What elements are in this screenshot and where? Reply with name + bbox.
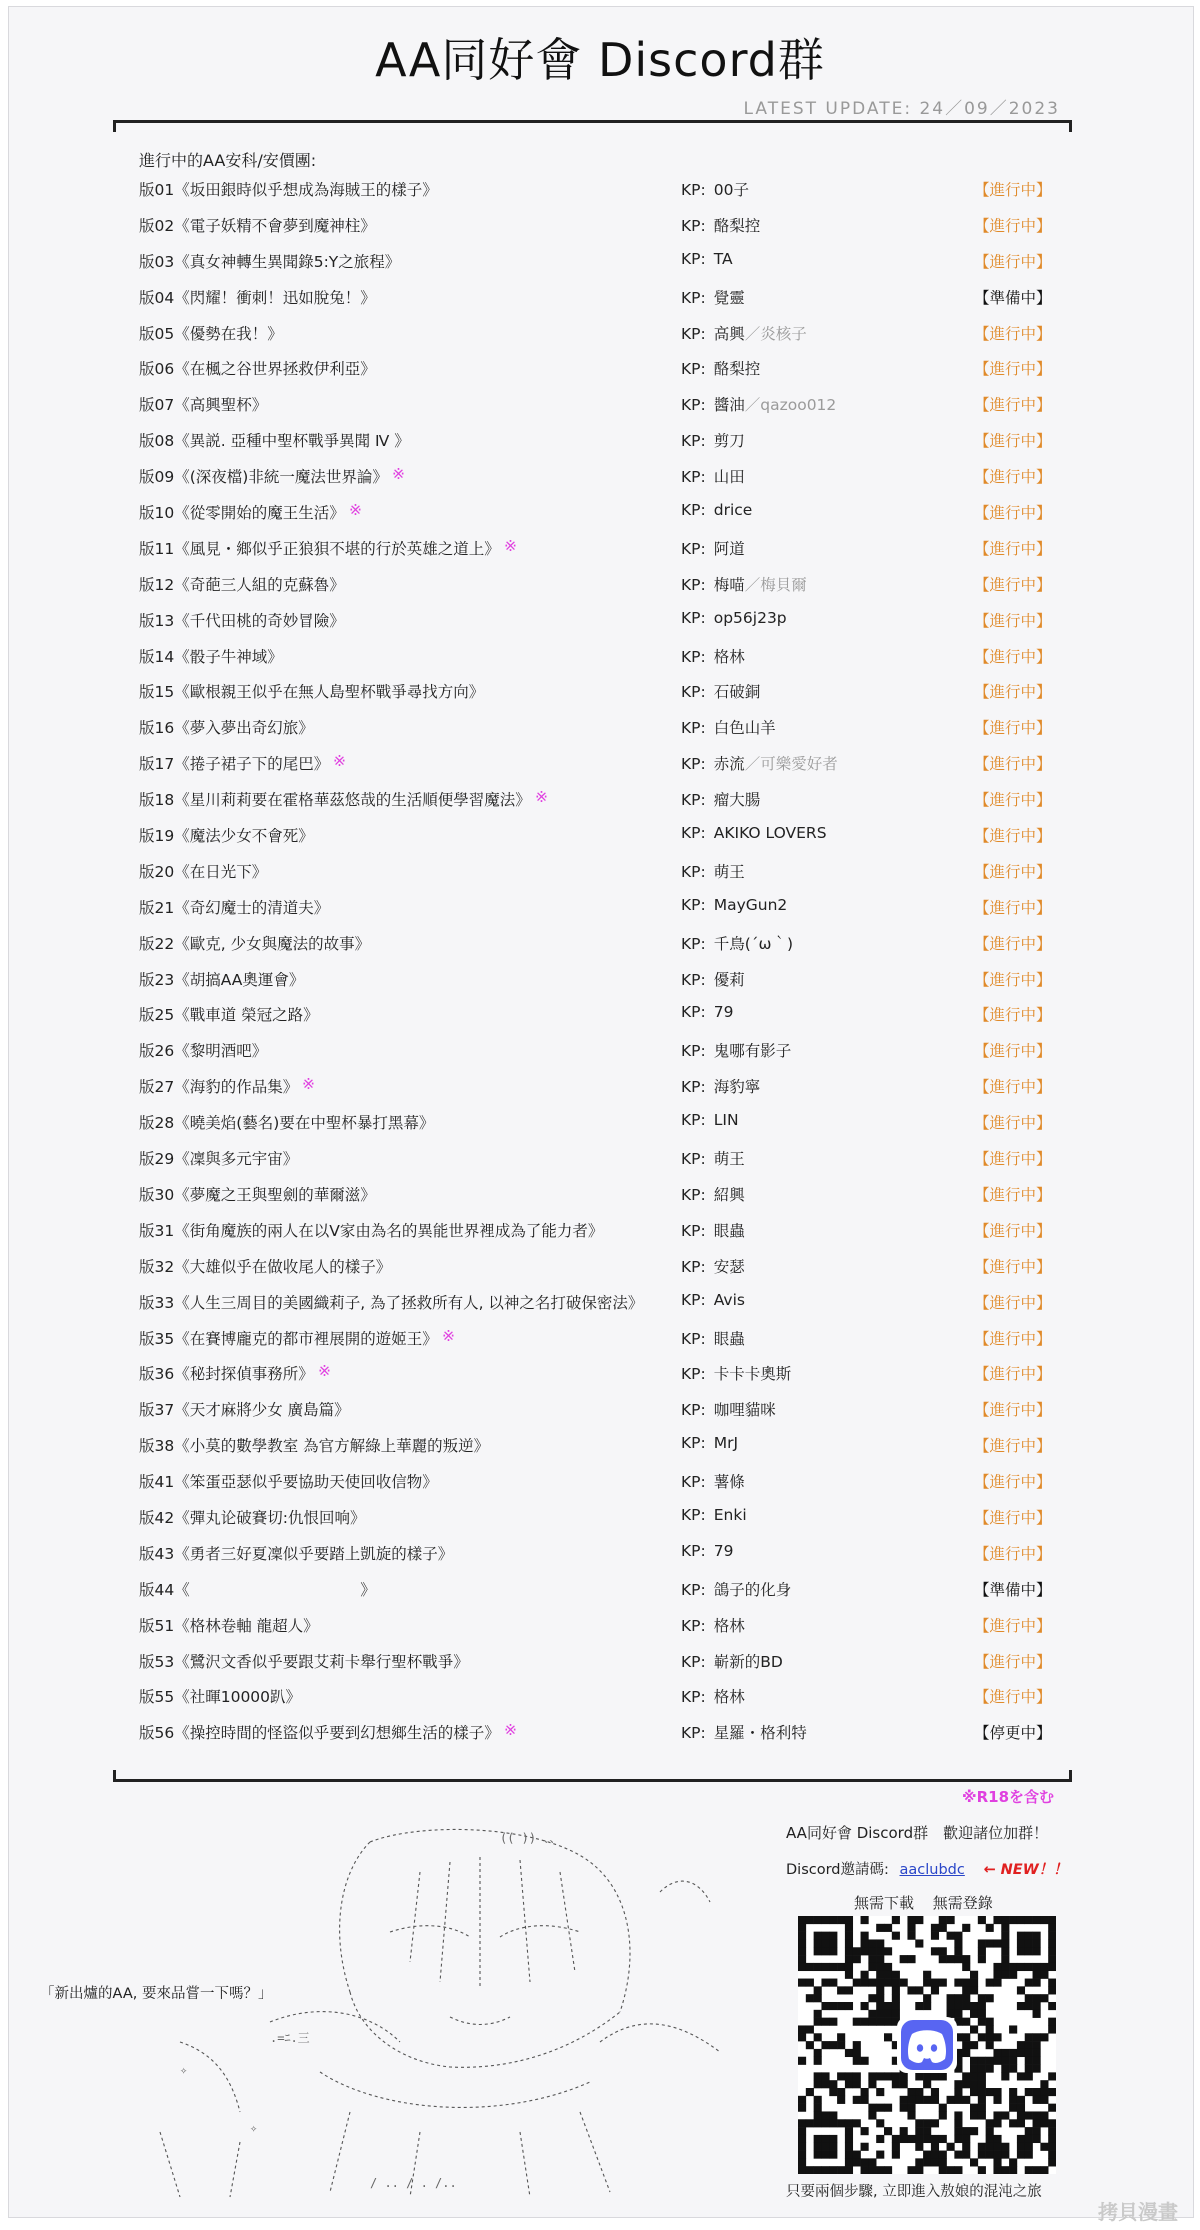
kp-prefix: KP: <box>681 934 706 953</box>
list-row <box>0 1183 1200 1219</box>
list-row <box>0 860 1200 896</box>
list-row <box>0 1614 1200 1650</box>
status-badge: 【進行中】 <box>974 1150 1052 1169</box>
list-row <box>0 1434 1200 1470</box>
kp-prefix: KP: <box>681 1042 706 1061</box>
status-badge: 【進行中】 <box>974 539 1052 558</box>
kp-prefix: KP: <box>681 396 706 415</box>
status-badge: 【進行中】 <box>974 827 1052 846</box>
list-row <box>0 896 1200 932</box>
kp-cell <box>681 1255 745 1277</box>
session-title: 版12《奇葩三人組的克蘇魯》 <box>139 575 345 594</box>
status-badge: 【進行中】 <box>974 755 1052 774</box>
kp-name: 海豹寧 <box>713 1078 761 1097</box>
kp-name: 酪梨控 <box>713 216 761 235</box>
kp-prefix: KP: <box>681 1078 706 1097</box>
session-title: 版03《真女神轉生異聞錄5:Y之旅程》 <box>139 252 401 271</box>
kp-name: drice <box>713 501 753 520</box>
session-title: 版15《歐根親王似乎在無人島聖杯戰爭尋找方向》 <box>139 683 485 702</box>
kp-prefix: KP: <box>681 647 706 666</box>
kp-name: 白色山羊 <box>713 719 776 738</box>
list-row <box>0 1685 1200 1721</box>
kp-cell <box>681 609 787 627</box>
list-row <box>0 322 1200 358</box>
kp-prefix: KP: <box>681 1221 706 1240</box>
kp-cell <box>681 1434 738 1452</box>
kp-cell <box>681 1183 745 1205</box>
list-row <box>0 465 1200 501</box>
kp-prefix: KP: <box>681 1434 706 1453</box>
kp-prefix: KP: <box>681 216 706 235</box>
new-aa-caption: 「新出爐的AA, 要來品嘗一下嗎？」 <box>40 1986 273 2002</box>
kp-name: 79 <box>713 1003 734 1022</box>
kp-alt-name: ／炎核子 <box>744 324 807 343</box>
discord-qr-code[interactable] <box>798 1916 1056 2174</box>
kp-name: 優莉 <box>713 970 745 989</box>
session-title: 版32《大雄似乎在做收尾人的樣子》 <box>139 1257 392 1276</box>
status-badge: 【進行中】 <box>974 647 1052 666</box>
kp-name: 剪刀 <box>713 432 745 451</box>
status-badge: 【進行中】 <box>974 432 1052 451</box>
kp-prefix: KP: <box>681 862 706 881</box>
session-title: 版07《高興聖杯》 <box>139 396 268 415</box>
list-row <box>0 1470 1200 1506</box>
kp-cell <box>681 752 838 774</box>
kp-cell <box>681 1578 791 1600</box>
r18-mark: ※ <box>349 501 362 520</box>
kp-name: 格林 <box>713 1688 745 1707</box>
list-row <box>0 968 1200 1004</box>
list-row <box>0 1650 1200 1686</box>
kp-cell <box>681 824 827 842</box>
qr-caption: 只要兩個步驟, 立即進入敖娘的混沌之旅 <box>786 2184 1042 2200</box>
session-title: 版21《奇幻魔士的清道夫》 <box>139 898 330 917</box>
kp-name: 瘤大腸 <box>713 791 761 810</box>
kp-prefix: KP: <box>681 324 706 343</box>
session-title: 版06《在楓之谷世界拯救伊利亞》 <box>139 360 376 379</box>
list-row <box>0 1506 1200 1542</box>
kp-name: TA <box>713 249 733 268</box>
status-badge: 【進行中】 <box>974 1221 1052 1240</box>
status-badge: 【進行中】 <box>974 1329 1052 1348</box>
kp-prefix: KP: <box>681 1365 706 1384</box>
kp-name: 安瑟 <box>713 1257 745 1276</box>
r18-mark: ※ <box>442 1326 455 1345</box>
status-badge: 【進行中】 <box>974 575 1052 594</box>
kp-cell <box>681 1003 733 1021</box>
status-badge: 【進行中】 <box>974 1473 1052 1492</box>
list-row <box>0 1039 1200 1075</box>
list-row <box>0 1291 1200 1327</box>
session-title: 版44《 》 <box>139 1580 376 1599</box>
kp-prefix: KP: <box>681 970 706 989</box>
svg-text:(( )) 、、: (( )) 、、 <box>500 1831 562 1845</box>
kp-prefix: KP: <box>681 1150 706 1169</box>
session-title: 版17《捲子裙子下的尾巴》 <box>139 755 330 774</box>
session-list <box>0 178 1200 1757</box>
list-row <box>0 1147 1200 1183</box>
list-row <box>0 716 1200 752</box>
kp-prefix: KP: <box>681 1580 706 1599</box>
list-row <box>0 1219 1200 1255</box>
kp-cell <box>681 1650 783 1672</box>
list-row <box>0 752 1200 788</box>
status-badge: 【進行中】 <box>974 216 1052 235</box>
session-title: 版18《星川莉莉要在霍格華茲悠哉的生活順便學習魔法》 <box>139 791 531 810</box>
list-row <box>0 680 1200 716</box>
kp-cell <box>681 645 745 667</box>
kp-name: MrJ <box>713 1434 739 1453</box>
kp-cell <box>681 393 836 415</box>
kp-cell <box>681 932 793 954</box>
kp-alt-name: ／可樂愛好者 <box>744 755 838 774</box>
status-badge: 【進行中】 <box>974 1652 1052 1671</box>
kp-cell <box>681 1291 745 1309</box>
session-title: 版55《社暉10000趴》 <box>139 1688 302 1707</box>
list-row <box>0 788 1200 824</box>
discord-welcome: AA同好會 Discord群 歡迎諸位加群！ <box>786 1824 1049 1842</box>
status-badge: 【進行中】 <box>974 1616 1052 1635</box>
new-tag: ← NEW！！ <box>983 1862 1068 1878</box>
kp-cell <box>681 573 807 595</box>
list-row <box>0 1362 1200 1398</box>
kp-cell <box>681 860 745 882</box>
discord-logo-icon <box>897 2017 957 2073</box>
kp-cell <box>681 537 745 559</box>
session-title: 版05《優勢在我！》 <box>139 324 283 343</box>
kp-cell <box>681 1721 807 1743</box>
invite-code-link[interactable]: aaclubdc <box>899 1862 965 1878</box>
session-title: 版38《小莫的數學教室 為官方解綠上華麗的叛逆》 <box>139 1437 490 1456</box>
status-badge: 【準備中】 <box>974 288 1052 307</box>
status-badge: 【進行中】 <box>974 1006 1052 1025</box>
kp-cell <box>681 214 760 236</box>
list-row <box>0 286 1200 322</box>
kp-name: 咖哩貓咪 <box>713 1401 776 1420</box>
kp-prefix: KP: <box>681 575 706 594</box>
list-row <box>0 214 1200 250</box>
kp-name: Enki <box>713 1505 747 1524</box>
session-title: 版14《骰子牛神域》 <box>139 647 283 666</box>
session-title: 版22《歐克, 少女與魔法的故事》 <box>139 934 371 953</box>
list-row <box>0 1398 1200 1434</box>
kp-cell <box>681 1075 760 1097</box>
r18-mark: ※ <box>504 536 517 555</box>
status-badge: 【進行中】 <box>974 1544 1052 1563</box>
page-title: AA同好會 Discord群 <box>375 33 825 87</box>
list-row <box>0 1075 1200 1111</box>
list-row <box>0 250 1200 286</box>
status-badge: 【進行中】 <box>974 898 1052 917</box>
status-badge: 【進行中】 <box>974 1401 1052 1420</box>
kp-prefix: KP: <box>681 360 706 379</box>
status-badge: 【進行中】 <box>974 360 1052 379</box>
session-title: 版53《鷺沢文香似乎要跟艾莉卡舉行聖杯戰爭》 <box>139 1652 469 1671</box>
kp-name: 卡卡卡奧斯 <box>713 1365 792 1384</box>
session-title: 版56《操控時間的怪盜似乎要到幻想鄉生活的樣子》 <box>139 1724 500 1743</box>
list-row <box>0 609 1200 645</box>
kp-prefix: KP: <box>681 1290 706 1309</box>
kp-cell <box>681 1398 776 1420</box>
kp-name: 千鳥(´ω｀) <box>713 934 794 953</box>
list-row <box>0 357 1200 393</box>
status-badge: 【進行中】 <box>974 1078 1052 1097</box>
kp-prefix: KP: <box>681 895 706 914</box>
status-badge: 【進行中】 <box>974 1508 1052 1527</box>
section-heading: 進行中的AA安科/安價團: <box>139 151 317 170</box>
status-badge: 【進行中】 <box>974 1437 1052 1456</box>
kp-name: 阿道 <box>713 539 745 558</box>
kp-cell <box>681 968 745 990</box>
session-title: 版37《天才麻將少女 廣島篇》 <box>139 1401 350 1420</box>
kp-prefix: KP: <box>681 501 706 520</box>
status-badge: 【進行中】 <box>974 1114 1052 1133</box>
r18-mark: ※ <box>302 1075 315 1094</box>
kp-cell <box>681 680 760 702</box>
session-title: 版27《海豹的作品集》 <box>139 1078 299 1097</box>
kp-cell <box>681 1039 791 1061</box>
status-badge: 【進行中】 <box>974 324 1052 343</box>
kp-alt-name: ／梅貝爾 <box>744 575 807 594</box>
session-title: 版01《坂田銀時似乎想成為海賊王的樣子》 <box>139 181 438 199</box>
list-row <box>0 537 1200 573</box>
status-badge: 【進行中】 <box>974 683 1052 702</box>
kp-cell <box>681 322 807 344</box>
list-row <box>0 501 1200 537</box>
list-row <box>0 1255 1200 1291</box>
kp-prefix: KP: <box>681 1185 706 1204</box>
status-badge: 【進行中】 <box>974 1365 1052 1384</box>
kp-cell <box>681 250 733 268</box>
list-row <box>0 573 1200 609</box>
session-title: 版42《彈丸论破賽切:仇恨回响》 <box>139 1508 366 1527</box>
status-badge: 【進行中】 <box>974 1042 1052 1061</box>
list-row <box>0 1111 1200 1147</box>
kp-cell <box>681 1147 745 1169</box>
session-title: 版33《人生三周目的美國織莉子, 為了拯救所有人, 以神之名打破保密法》 <box>139 1293 644 1312</box>
kp-prefix: KP: <box>681 1505 706 1524</box>
kp-name: 高興 <box>713 324 745 343</box>
svg-text:.=ﾆ.三: .=ﾆ.三 <box>270 2031 310 2045</box>
kp-prefix: KP: <box>681 539 706 558</box>
kp-name: 鬼哪有影子 <box>713 1042 792 1061</box>
list-row <box>0 824 1200 860</box>
list-row <box>0 1721 1200 1757</box>
kp-name: 鴿子的化身 <box>713 1580 792 1599</box>
list-row <box>0 932 1200 968</box>
kp-prefix: KP: <box>681 719 706 738</box>
svg-text:/ .. / . /..: / .. / . /.. <box>370 2176 457 2190</box>
kp-cell <box>681 1111 739 1129</box>
session-title: 版30《夢魔之王與聖劍的華爾滋》 <box>139 1185 376 1204</box>
session-title: 版04《閃耀！衝刺！迅如脫兔！》 <box>139 288 376 307</box>
session-title: 版29《凜與多元宇宙》 <box>139 1150 299 1169</box>
kp-prefix: KP: <box>681 249 706 268</box>
kp-cell <box>681 1470 745 1492</box>
kp-prefix: KP: <box>681 1724 706 1743</box>
session-title: 版35《在賽博龐克的都市裡展開的遊姬王》 <box>139 1329 438 1348</box>
kp-prefix: KP: <box>681 1003 706 1022</box>
list-row <box>0 1578 1200 1614</box>
status-badge: 【進行中】 <box>974 970 1052 989</box>
kp-cell <box>681 429 745 451</box>
kp-name: 嶄新的BD <box>713 1652 783 1671</box>
session-title: 版02《電子妖精不會夢到魔神柱》 <box>139 216 376 235</box>
kp-name: 醬油 <box>713 396 745 415</box>
kp-prefix: KP: <box>681 1401 706 1420</box>
kp-prefix: KP: <box>681 791 706 810</box>
kp-name: LIN <box>713 1111 739 1130</box>
kp-cell <box>681 1327 745 1349</box>
latest-update: LATEST UPDATE: 24／09／2023 <box>743 99 1060 119</box>
status-badge: 【進行中】 <box>974 934 1052 953</box>
kp-name: 格林 <box>713 1616 745 1635</box>
r18-note: ※R18を含む <box>962 1788 1055 1806</box>
session-title: 版09《(深夜檔)非統一魔法世界論》 <box>139 468 388 487</box>
session-title: 版51《格林卷軸 龍超人》 <box>139 1616 319 1635</box>
kp-cell <box>681 1614 745 1636</box>
kp-prefix: KP: <box>681 1473 706 1492</box>
kp-prefix: KP: <box>681 1111 706 1130</box>
status-badge: 【停更中】 <box>974 1724 1052 1743</box>
kp-cell <box>681 178 749 200</box>
kp-name: 00子 <box>713 181 749 199</box>
session-title: 版11《風見・鄉似乎正狼狽不堪的行於英雄之道上》 <box>139 539 500 558</box>
list-row <box>0 178 1200 214</box>
session-title: 版43《勇者三好夏凜似乎要踏上凱旋的樣子》 <box>139 1544 454 1563</box>
kp-prefix: KP: <box>681 1541 706 1560</box>
kp-cell <box>681 1542 733 1560</box>
status-badge: 【進行中】 <box>974 468 1052 487</box>
kp-name: 眼蟲 <box>713 1329 745 1348</box>
kp-cell <box>681 465 745 487</box>
status-badge: 【進行中】 <box>974 1185 1052 1204</box>
session-title: 版08《異説. 亞種中聖杯戰爭異聞 Ⅳ 》 <box>139 432 410 451</box>
svg-text:✧: ✧ <box>250 2121 258 2135</box>
r18-mark: ※ <box>392 465 405 484</box>
kp-cell <box>681 896 787 914</box>
no-download-note: 無需下載 無需登錄 <box>854 1894 993 1912</box>
kp-name: 萌王 <box>713 1150 745 1169</box>
r18-mark: ※ <box>535 788 548 807</box>
status-badge: 【進行中】 <box>974 1688 1052 1707</box>
session-title: 版31《街角魔族的兩人在以V家由為名的異能世界裡成為了能力者》 <box>139 1221 604 1240</box>
status-badge: 【進行中】 <box>974 791 1052 810</box>
list-row <box>0 1542 1200 1578</box>
kp-name: op56j23p <box>713 608 787 627</box>
status-badge: 【進行中】 <box>974 862 1052 881</box>
kp-cell <box>681 788 760 810</box>
r18-mark: ※ <box>504 1721 517 1740</box>
r18-mark: ※ <box>318 1362 331 1381</box>
r18-mark: ※ <box>333 752 346 771</box>
kp-prefix: KP: <box>681 288 706 307</box>
kp-name: 格林 <box>713 647 745 666</box>
invite-label: Discord邀請碼: <box>786 1862 889 1878</box>
kp-cell <box>681 1362 791 1384</box>
session-title: 版36《秘封探偵事務所》 <box>139 1365 314 1384</box>
kp-name: 紹興 <box>713 1185 745 1204</box>
session-title: 版10《從零開始的魔王生活》 <box>139 504 345 523</box>
kp-name: 赤流 <box>713 755 745 774</box>
list-row <box>0 645 1200 681</box>
kp-cell <box>681 716 776 738</box>
status-badge: 【進行中】 <box>974 396 1052 415</box>
kp-name: Avis <box>713 1290 745 1309</box>
status-badge: 【進行中】 <box>974 504 1052 523</box>
session-title: 版19《魔法少女不會死》 <box>139 827 314 846</box>
kp-name: 萌王 <box>713 862 745 881</box>
session-title: 版13《千代田桃的奇妙冒險》 <box>139 611 345 630</box>
kp-prefix: KP: <box>681 1652 706 1671</box>
kp-cell <box>681 357 760 379</box>
status-badge: 【進行中】 <box>974 181 1052 199</box>
kp-prefix: KP: <box>681 1688 706 1707</box>
status-badge: 【準備中】 <box>974 1580 1052 1599</box>
status-badge: 【進行中】 <box>974 1293 1052 1312</box>
kp-name: 覺靈 <box>713 288 745 307</box>
kp-prefix: KP: <box>681 1616 706 1635</box>
kp-name: 眼蟲 <box>713 1221 745 1240</box>
ascii-art-illustration <box>120 1812 740 2202</box>
session-title: 版25《戰車道 榮冠之路》 <box>139 1006 319 1025</box>
kp-prefix: KP: <box>681 181 706 199</box>
kp-alt-name: ／qazoo012 <box>744 396 837 415</box>
kp-cell <box>681 286 745 308</box>
kp-name: MayGun2 <box>713 895 788 914</box>
session-title: 版28《曉美焰(藝名)要在中聖杯暴打黑幕》 <box>139 1114 435 1133</box>
kp-name: 79 <box>713 1541 734 1560</box>
watermark: 拷貝漫畫 <box>1098 2200 1178 2224</box>
session-title: 版23《胡搞AA奧運會》 <box>139 970 305 989</box>
kp-prefix: KP: <box>681 432 706 451</box>
kp-cell <box>681 1219 745 1241</box>
list-row <box>0 1003 1200 1039</box>
list-row <box>0 429 1200 465</box>
kp-name: 薯條 <box>713 1473 745 1492</box>
list-row <box>0 393 1200 429</box>
status-badge: 【進行中】 <box>974 719 1052 738</box>
kp-name: 梅喵 <box>713 575 745 594</box>
session-title: 版20《在日光下》 <box>139 862 268 881</box>
kp-prefix: KP: <box>681 608 706 627</box>
kp-prefix: KP: <box>681 468 706 487</box>
session-title: 版16《夢入夢出奇幻旅》 <box>139 719 314 738</box>
list-row <box>0 1327 1200 1363</box>
kp-name: 石破銅 <box>713 683 761 702</box>
discord-invite <box>786 1858 1068 1879</box>
kp-cell <box>681 1506 747 1524</box>
kp-cell <box>681 501 752 519</box>
session-title: 版41《笨蛋亞瑟似乎要協助天使回收信物》 <box>139 1473 438 1492</box>
kp-name: 酪梨控 <box>713 360 761 379</box>
kp-prefix: KP: <box>681 1257 706 1276</box>
kp-prefix: KP: <box>681 824 706 843</box>
kp-name: 山田 <box>713 468 745 487</box>
kp-name: AKIKO LOVERS <box>713 824 827 843</box>
status-badge: 【進行中】 <box>974 611 1052 630</box>
kp-prefix: KP: <box>681 1329 706 1348</box>
status-badge: 【進行中】 <box>974 1257 1052 1276</box>
status-badge: 【進行中】 <box>974 252 1052 271</box>
session-title: 版26《黎明酒吧》 <box>139 1042 268 1061</box>
kp-name: 星羅・格利特 <box>713 1724 807 1743</box>
kp-prefix: KP: <box>681 755 706 774</box>
kp-prefix: KP: <box>681 683 706 702</box>
svg-text:✧: ✧ <box>180 2063 188 2077</box>
kp-cell <box>681 1685 745 1707</box>
